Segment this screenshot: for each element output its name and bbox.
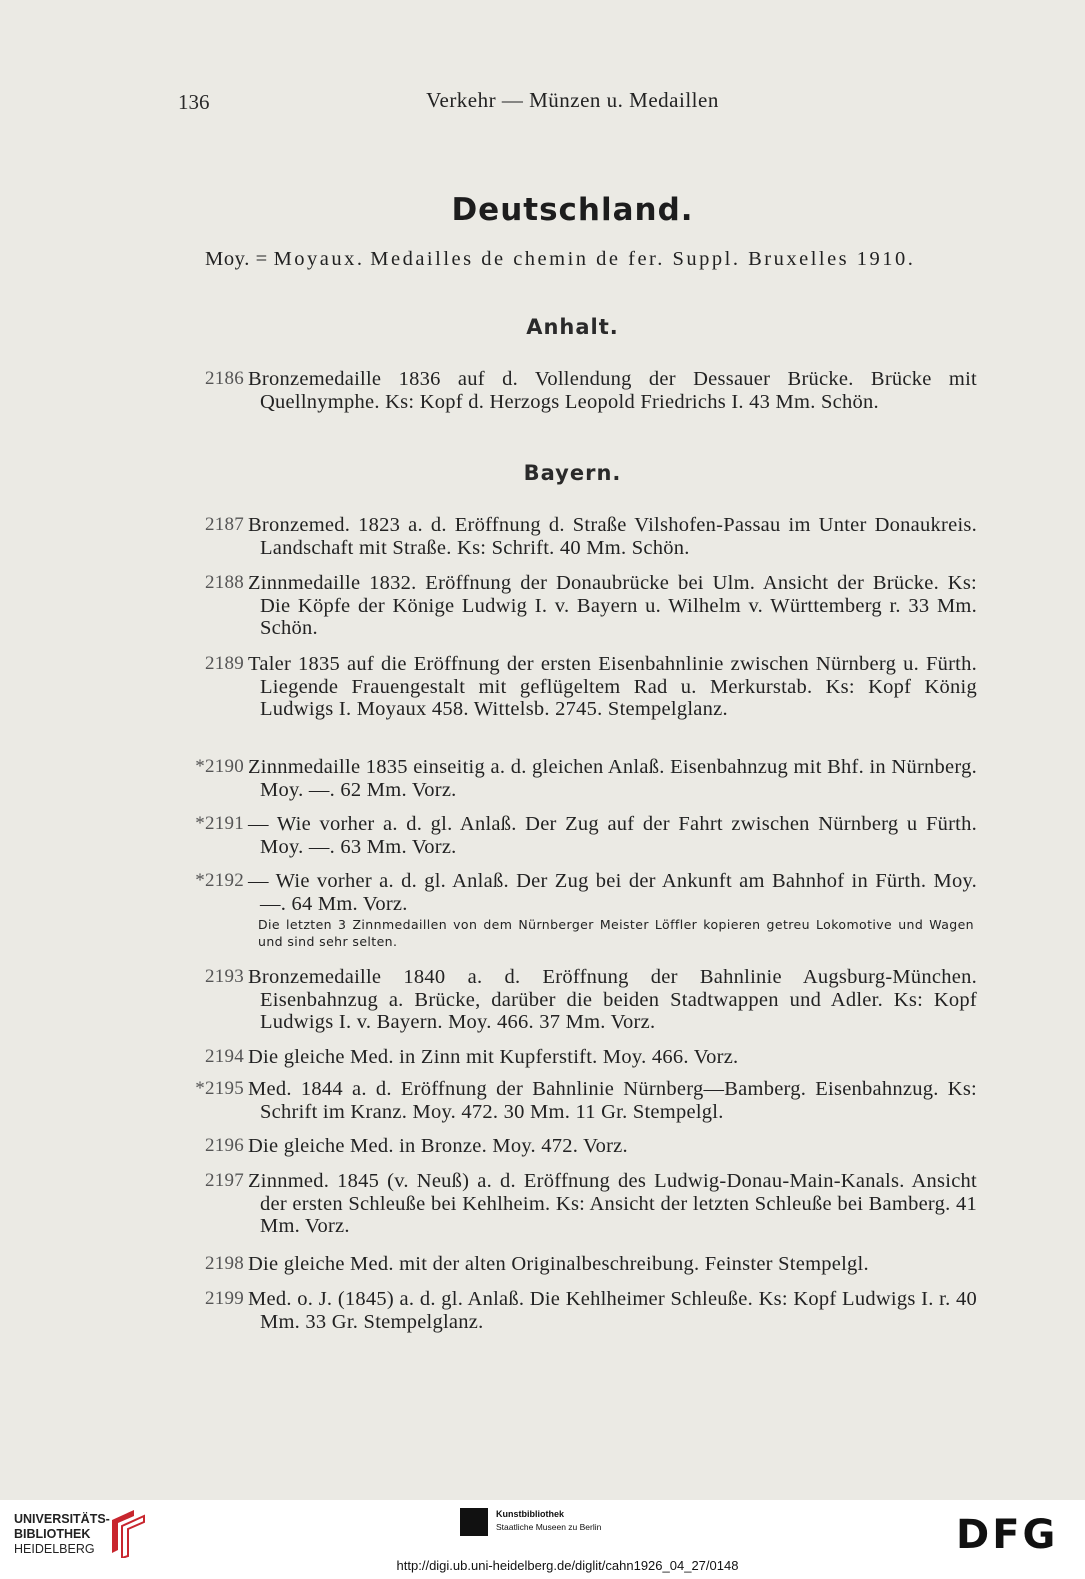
catalog-entry bbox=[172, 572, 977, 640]
entry-text: Zinnmedaille 1832. Eröffnung der Donaubrücke bei Ulm. Ansicht der Brücke. Ks: Die Köpfe der Könige Ludwig I. v. Bayern u. Wilhelm v. Württemberg r. 33 Mm. Schön. bbox=[248, 572, 977, 639]
entry-number: *2192 bbox=[195, 870, 244, 891]
entry-number: 2196 bbox=[205, 1135, 244, 1156]
catalog-entry bbox=[172, 1170, 977, 1238]
catalog-entry bbox=[172, 870, 977, 915]
permalink-url[interactable]: http://digi.ub.uni-heidelberg.de/diglit/cahn1926_04_27/0148 bbox=[396, 1558, 739, 1573]
uni-logo-line: BIBLIOTHEK bbox=[14, 1527, 91, 1541]
entry-text: Zinnmedaille 1835 einseitig a. d. gleichen Anlaß. Eisenbahnzug mit Bhf. in Nürnberg. Moy. —. 62 Mm. Vorz. bbox=[248, 756, 977, 801]
entry-number: *2191 bbox=[195, 813, 244, 834]
page-title: Deutschland. bbox=[451, 192, 694, 228]
entry-text: Med. o. J. (1845) a. d. gl. Anlaß. Die Kehlheimer Schleuße. Ks: Kopf Ludwigs I. r. 40 Mm. 33 Gr. Stempelglanz. bbox=[248, 1288, 977, 1333]
entry-number: 2193 bbox=[205, 966, 244, 987]
entry-number: 2187 bbox=[205, 514, 244, 535]
catalog-entry bbox=[172, 756, 977, 801]
entry-number: 2198 bbox=[205, 1253, 244, 1274]
entry-number: 2199 bbox=[205, 1288, 244, 1309]
abbrev-rest: Medailles de chemin de fer. Suppl. Bruxelles 1910. bbox=[370, 248, 916, 270]
entry-text: Taler 1835 auf die Eröffnung der ersten Eisenbahnlinie zwischen Nürnberg u. Fürth. Liegende Frauengestalt mit geflügeltem Rad u. Merkurstab. Ks: Kopf König Ludwigs I. Moyaux 458. Wittelsb. 2745. Stempelglanz. bbox=[248, 653, 977, 720]
section-heading-bayern: Bayern. bbox=[523, 461, 622, 485]
catalog-entry bbox=[172, 653, 977, 721]
entry-text: Die gleiche Med. in Bronze. Moy. 472. Vorz. bbox=[248, 1135, 628, 1157]
abbreviation-line bbox=[205, 248, 915, 271]
catalog-entry bbox=[172, 514, 977, 559]
abbrev-name: Moyaux. bbox=[273, 248, 365, 270]
dfg-logo[interactable]: DFG bbox=[956, 1512, 1059, 1558]
entry-number: 2194 bbox=[205, 1046, 244, 1067]
catalog-entry bbox=[172, 1253, 977, 1276]
entry-number: *2190 bbox=[195, 756, 244, 777]
entry-text: — Wie vorher a. d. gl. Anlaß. Der Zug auf der Fahrt zwischen Nürnberg u Fürth. Moy. —. 63 Mm. Vorz. bbox=[248, 813, 977, 858]
entry-number: *2195 bbox=[195, 1078, 244, 1099]
entry-text: Bronzemedaille 1836 auf d. Vollendung der Dessauer Brücke. Brücke mit Quellnymphe. Ks: Kopf d. Herzogs Leopold Friedrichs I. 43 Mm. Schön. bbox=[248, 368, 977, 413]
entry-number: 2189 bbox=[205, 653, 244, 674]
entry-number: 2186 bbox=[205, 368, 244, 389]
catalog-entry bbox=[172, 1135, 977, 1158]
kunstbibliothek-logo-icon[interactable] bbox=[460, 1508, 488, 1536]
catalog-entry bbox=[172, 966, 977, 1034]
abbrev-key: Moy. bbox=[205, 248, 250, 270]
entry-text: — Wie vorher a. d. gl. Anlaß. Der Zug bei der Ankunft am Bahnhof in Fürth. Moy. —. 64 Mm. Vorz. bbox=[248, 870, 977, 915]
abbrev-eq: = bbox=[255, 248, 268, 270]
footnote: Die letzten 3 Zinnmedaillen von dem Nürnberger Meister Löffler kopieren getreu Lokomotive und Wagen und sind sehr selten. bbox=[258, 917, 974, 949]
university-library-logo[interactable] bbox=[14, 1512, 110, 1557]
kunstbibliothek-label bbox=[496, 1508, 601, 1534]
entry-text: Bronzemedaille 1840 a. d. Eröffnung der Bahnlinie Augsburg-München. Eisenbahnzug a. Brücke, darüber die beiden Stadtwappen und Adler. Ks: Kopf Ludwigs I. v. Bayern. Moy. 466. 37 Mm. Vorz. bbox=[248, 966, 977, 1033]
catalog-entry bbox=[172, 813, 977, 858]
uni-logo-line: UNIVERSITÄTS- bbox=[14, 1512, 110, 1526]
entry-text: Bronzemed. 1823 a. d. Eröffnung d. Straße Vilshofen-Passau im Unter Donaukreis. Landschaft mit Straße. Ks: Schrift. 40 Mm. Schön. bbox=[248, 514, 977, 559]
entry-number: 2188 bbox=[205, 572, 244, 593]
entry-text: Die gleiche Med. in Zinn mit Kupferstift. Moy. 466. Vorz. bbox=[248, 1046, 739, 1068]
entry-number: 2197 bbox=[205, 1170, 244, 1191]
uni-logo-line: HEIDELBERG bbox=[14, 1542, 95, 1556]
catalog-entry bbox=[172, 1046, 977, 1069]
catalog-entry bbox=[172, 1288, 977, 1333]
university-emblem-icon bbox=[106, 1506, 152, 1558]
catalog-entry bbox=[172, 368, 977, 413]
viewer-footer bbox=[0, 1500, 1085, 1579]
entry-text: Med. 1844 a. d. Eröffnung der Bahnlinie Nürnberg—Bamberg. Eisenbahnzug. Ks: Schrift im Kranz. Moy. 472. 30 Mm. 11 Gr. Stempelgl. bbox=[248, 1078, 977, 1123]
page-number: 136 bbox=[178, 90, 210, 114]
kb-name: Kunstbibliothek bbox=[496, 1509, 564, 1519]
section-heading-anhalt: Anhalt. bbox=[526, 315, 619, 339]
entry-text: Zinnmed. 1845 (v. Neuß) a. d. Eröffnung des Ludwig-Donau-Main-Kanals. Ansicht der ersten Schleuße bei Kehlheim. Ks: Ansicht der letzten Schleuße bei Bamberg. 41 Mm. Vorz. bbox=[248, 1170, 977, 1237]
kb-subtitle: Staatliche Museen zu Berlin bbox=[496, 1522, 602, 1532]
entry-text: Die gleiche Med. mit der alten Originalbeschreibung. Feinster Stempelgl. bbox=[248, 1253, 869, 1275]
running-title: Verkehr — Münzen u. Medaillen bbox=[426, 88, 719, 112]
catalog-entry bbox=[172, 1078, 977, 1123]
